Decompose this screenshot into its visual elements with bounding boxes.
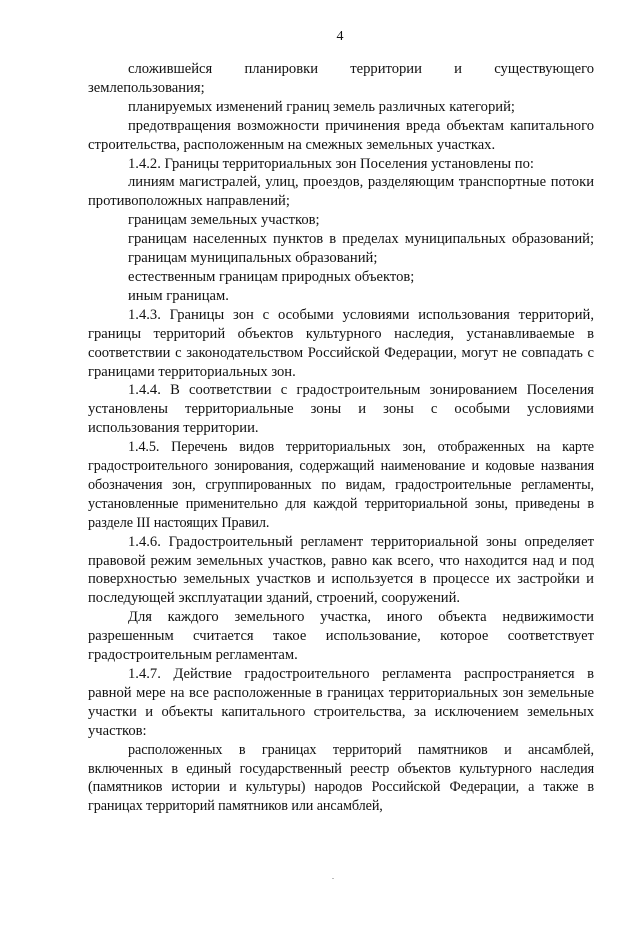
- text-line: зоны, приведены в разделе III настоящих Правил.: [88, 495, 594, 531]
- text-line: 1.4.4. В соответствии с градостроительным зонированием Поселения: [128, 382, 594, 399]
- text-line: градостроительного зонирования, содержащий наименование и кодовые: [88, 458, 535, 475]
- text-line: потоки противоположных направлений;: [88, 174, 594, 210]
- text-line: расположенных в границах территорий памятников и ансамблей,: [128, 741, 594, 758]
- paragraph-highway-lines: [88, 173, 594, 211]
- text-line: иным границам.: [128, 287, 229, 304]
- text-line: границам земельных участков;: [128, 212, 320, 229]
- text-line: естественным границам природных объектов;: [128, 268, 415, 285]
- text-line: планируемых изменений границ земель различных категорий;: [128, 98, 515, 115]
- text-line: градостроительным регламентам.: [88, 647, 298, 664]
- paragraph-1-4-7: [88, 665, 594, 741]
- text-line: земельные участки и объекты капитального строительства, за: [88, 684, 594, 720]
- text-line: сооружений.: [381, 590, 461, 607]
- text-line: соответствии с законодательством Российской Федерации, могут не: [88, 344, 517, 361]
- text-line: границы территорий объектов культурного наследия, устанавливаемые в: [88, 325, 594, 342]
- text-line: названия обозначения зон, сгруппированных по видам, градостроительные: [88, 458, 595, 493]
- text-line: регламенты, установленные применительно для каждой территориальной: [88, 476, 594, 512]
- text-line: наследия (памятников истории и культуры) народов Российской: [88, 760, 594, 796]
- text-line: предотвращения возможности причинения вреда объектам: [128, 117, 504, 134]
- text-line: участках.: [436, 136, 496, 153]
- text-line: использования территории.: [88, 420, 259, 437]
- paragraph-other-borders: [88, 287, 594, 306]
- text-line: линиям магистралей, улиц, проездов, разделяющим транспортные: [128, 174, 547, 191]
- paragraph-category-changes: [88, 98, 594, 117]
- text-line: Федерации, а также в границах территорий памятников или ансамблей,: [88, 779, 595, 815]
- text-line: определяет правовой режим земельных участков, равно как всего, что: [88, 533, 594, 569]
- paragraph-permitted-use: [88, 608, 594, 665]
- paragraph-1-4-6: [88, 533, 594, 609]
- paragraph-harm-prevention: [88, 117, 594, 155]
- text-line: разрешенным считается такое использование, которое соответствует: [88, 628, 594, 645]
- paragraph-1-4-5: [88, 438, 594, 533]
- text-line: границам муниципальных образований;: [128, 250, 378, 267]
- text-line: Для каждого земельного участка, иного объекта недвижимости: [128, 609, 594, 626]
- text-line: сложившейся планировки территории и существующего: [128, 61, 594, 77]
- text-line: 1.4.7. Действие градостроительного регламента распространяется в: [128, 666, 594, 682]
- paragraph-natural-borders: [88, 268, 594, 287]
- paragraph-1-4-3: [88, 306, 594, 382]
- paragraph-planning-continuation: [88, 60, 594, 98]
- text-line: установлены территориальные зоны и зоны с особыми условиями: [88, 401, 594, 418]
- text-line: капитального строительства, расположенным на смежных земельных: [88, 117, 594, 153]
- text-line: 1.4.2. Границы территориальных зон Поселения установлены по:: [128, 155, 534, 172]
- paragraph-settlement-borders: [88, 230, 594, 249]
- body-text: [88, 60, 594, 816]
- text-line: 1.4.5. Перечень видов территориальных зон, отображенных на карте: [128, 439, 594, 456]
- text-line: землепользования;: [88, 79, 205, 96]
- text-line: образований;: [511, 231, 595, 248]
- scan-artifact: [332, 878, 334, 879]
- text-line: 1.4.3. Границы зон с особыми условиями использования территорий,: [128, 306, 594, 323]
- paragraph-municipal-borders: [88, 249, 594, 268]
- text-line: находится над и под поверхностью земельных участков и используется в: [88, 552, 595, 588]
- page-number: 4: [336, 29, 344, 44]
- text-line: совпадать с границами территориальных зон.: [88, 344, 595, 380]
- text-line: границам населенных пунктов в пределах муниципальных: [128, 231, 506, 248]
- text-line: равной мере на все расположенные в границах территориальных зон: [88, 684, 524, 701]
- paragraph-1-4-4: [88, 381, 594, 438]
- text-line: включенных в единый государственный реестр объектов культурного: [88, 760, 532, 777]
- paragraph-land-plot-borders: [88, 211, 594, 230]
- paragraph-heritage-sites: [88, 741, 594, 817]
- paragraph-1-4-2: [88, 155, 594, 174]
- text-line: 1.4.6. Градостроительный регламент территориальной зоны: [128, 533, 517, 550]
- text-line: исключением земельных участков:: [88, 703, 594, 739]
- text-line: процессе их застройки и последующей эксплуатации зданий, строений,: [88, 571, 594, 607]
